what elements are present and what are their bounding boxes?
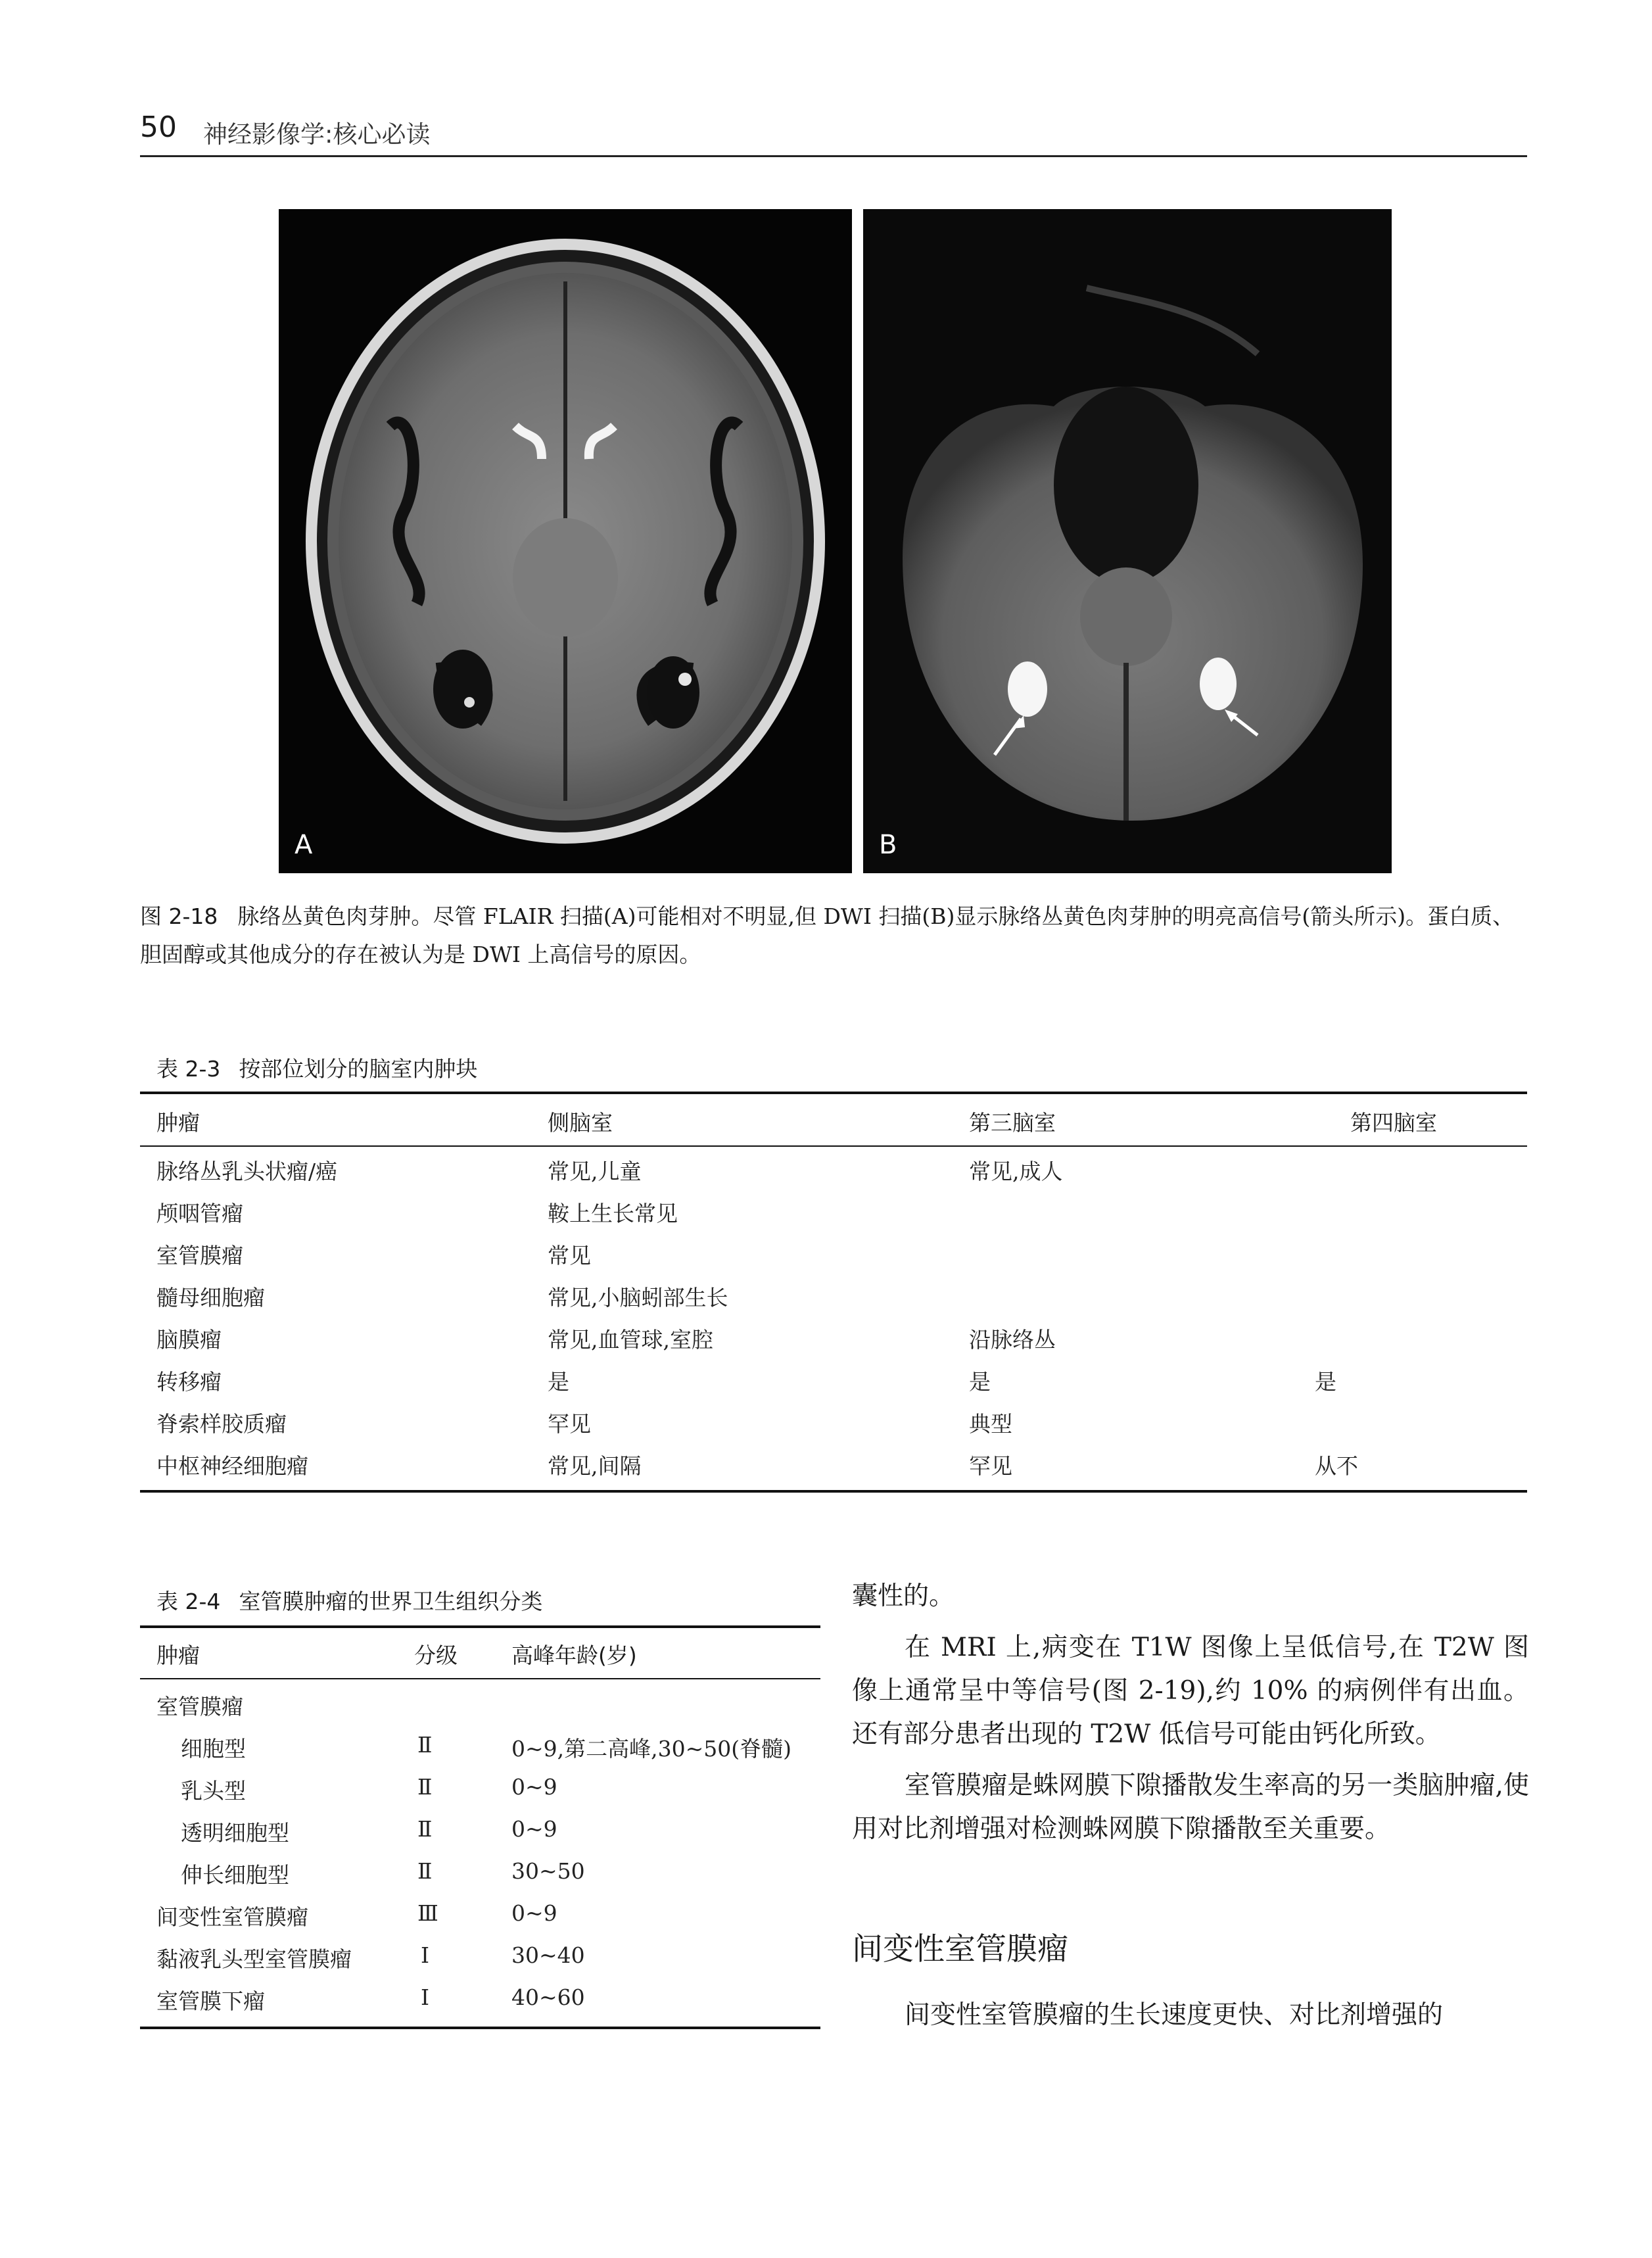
table-2-3-title-text: 按部位划分的脑室内肿块 — [239, 1056, 478, 1082]
table-2-3-header-lateral: 侧脑室 — [548, 1110, 613, 1136]
table-cell: 室管膜瘤 — [156, 1694, 243, 1719]
table-2-3-header-rule — [140, 1145, 1527, 1147]
table-cell: 髓母细胞瘤 — [156, 1285, 265, 1310]
table-cell: 转移瘤 — [156, 1369, 222, 1395]
table-2-3-title — [156, 1052, 477, 1083]
table-2-3-header-third: 第三脑室 — [969, 1110, 1056, 1136]
table-cell: 鞍上生长常见 — [548, 1201, 678, 1226]
figure-caption-number: 图 2-18 — [140, 903, 218, 929]
table-cell: 0~9 — [511, 1900, 557, 1926]
table-cell: 伸长细胞型 — [181, 1862, 289, 1888]
table-2-3-number: 表 2-3 — [156, 1056, 221, 1082]
body-paragraph-1: 囊性的。 — [852, 1581, 955, 1611]
table-2-4-header-rule — [140, 1678, 820, 1679]
body-paragraph-2: 在 MRI 上,病变在 T1W 图像上呈低信号,在 T2W 图像上通常呈中等信号(图 2-19),约 10% 的病例伴有出血。还有部分患者出现的 T2W 低信号可能由钙化所致。 — [852, 1633, 1529, 1749]
table-cell: 常见,小脑蚓部生长 — [548, 1285, 728, 1310]
header-rule — [140, 155, 1527, 157]
page-number: 50 — [140, 110, 177, 144]
body-text-column — [852, 1575, 1529, 1851]
figure-panel-b — [863, 209, 1392, 873]
table-2-3-header-fourth: 第四脑室 — [1350, 1110, 1437, 1136]
table-cell: Ⅱ — [417, 1816, 433, 1842]
body-paragraph-4: 间变性室管膜瘤的生长速度更快、对比剂增强的 — [905, 2000, 1444, 2030]
table-2-4-header-age: 高峰年龄(岁) — [511, 1643, 637, 1668]
table-cell: 室管膜瘤 — [156, 1243, 243, 1268]
table-cell: Ⅰ — [421, 1984, 430, 2010]
table-cell: 细胞型 — [181, 1736, 246, 1762]
table-2-4-number: 表 2-4 — [156, 1589, 221, 1614]
table-cell: Ⅱ — [417, 1774, 433, 1800]
table-2-4-title — [156, 1585, 542, 1616]
figure-panel-a — [279, 209, 852, 873]
table-cell: 罕见 — [548, 1411, 591, 1437]
table-2-3-header-tumor: 肿瘤 — [156, 1110, 200, 1136]
table-cell: 脉络丛乳头状瘤/癌 — [156, 1159, 338, 1184]
body-paragraph-3: 室管膜瘤是蛛网膜下隙播散发生率高的另一类脑肿瘤,使用对比剂增强对检测蛛网膜下隙播散至关重要。 — [852, 1771, 1529, 1844]
flair-brain-image — [279, 209, 852, 873]
table-cell: 间变性室管膜瘤 — [156, 1904, 308, 1930]
table-cell: 是 — [1315, 1369, 1336, 1395]
table-cell: Ⅲ — [417, 1900, 438, 1926]
table-cell: 常见 — [548, 1243, 591, 1268]
figure-caption — [140, 898, 1527, 974]
table-cell: 透明细胞型 — [181, 1820, 289, 1846]
book-title: 神经影像学:核心必读 — [203, 120, 431, 149]
table-cell: 颅咽管瘤 — [156, 1201, 243, 1226]
table-2-3-bottom-rule — [140, 1490, 1527, 1493]
table-cell: 常见,成人 — [969, 1159, 1063, 1184]
table-2-3-top-rule — [140, 1092, 1527, 1094]
table-cell: 常见,儿童 — [548, 1159, 642, 1184]
table-cell: 是 — [548, 1369, 569, 1395]
figure-caption-text: 脉络丛黄色肉芽肿。尽管 FLAIR 扫描(A)可能相对不明显,但 DWI 扫描(B)显示脉络丛黄色肉芽肿的明亮高信号(箭头所示)。蛋白质、胆固醇或其他成分的存在被认为是 DWI 上高信号的原因。 — [140, 903, 1515, 967]
panel-b-label: B — [879, 830, 897, 860]
table-cell: 是 — [969, 1369, 991, 1395]
panel-a-label: A — [295, 830, 313, 860]
table-cell: 30~40 — [511, 1942, 585, 1968]
table-cell: 脊索样胶质瘤 — [156, 1411, 287, 1437]
dwi-brain-image — [863, 209, 1392, 873]
table-2-4-bottom-rule — [140, 2027, 820, 2029]
table-cell: 脑膜瘤 — [156, 1327, 222, 1353]
running-header — [140, 110, 1527, 156]
table-cell: 室管膜下瘤 — [156, 1988, 265, 2014]
table-cell: 常见,间隔 — [548, 1453, 642, 1479]
table-cell: 30~50 — [511, 1858, 585, 1884]
table-2-4-header-tumor: 肿瘤 — [156, 1643, 200, 1668]
table-cell: 黏液乳头型室管膜瘤 — [156, 1946, 352, 1972]
table-cell: 乳头型 — [181, 1778, 246, 1804]
table-2-4-title-text: 室管膜肿瘤的世界卫生组织分类 — [239, 1589, 543, 1614]
table-2-4-header-grade: 分级 — [414, 1643, 458, 1668]
table-cell: 0~9 — [511, 1774, 557, 1800]
table-cell: Ⅱ — [417, 1732, 433, 1758]
table-cell: 0~9 — [511, 1816, 557, 1842]
table-cell: 从不 — [1315, 1453, 1358, 1479]
table-cell: 0~9,第二高峰,30~50(脊髓) — [511, 1736, 792, 1762]
table-cell: 罕见 — [969, 1453, 1012, 1479]
table-cell: 中枢神经细胞瘤 — [156, 1453, 308, 1479]
table-cell: 沿脉络丛 — [969, 1327, 1056, 1353]
table-cell: 常见,血管球,室腔 — [548, 1327, 713, 1353]
table-cell: Ⅰ — [421, 1942, 430, 1968]
table-2-4-top-rule — [140, 1625, 820, 1628]
table-cell: Ⅱ — [417, 1858, 433, 1884]
table-cell: 典型 — [969, 1411, 1012, 1437]
table-cell: 40~60 — [511, 1984, 585, 2010]
section-heading: 间变性室管膜瘤 — [852, 1931, 1068, 1967]
